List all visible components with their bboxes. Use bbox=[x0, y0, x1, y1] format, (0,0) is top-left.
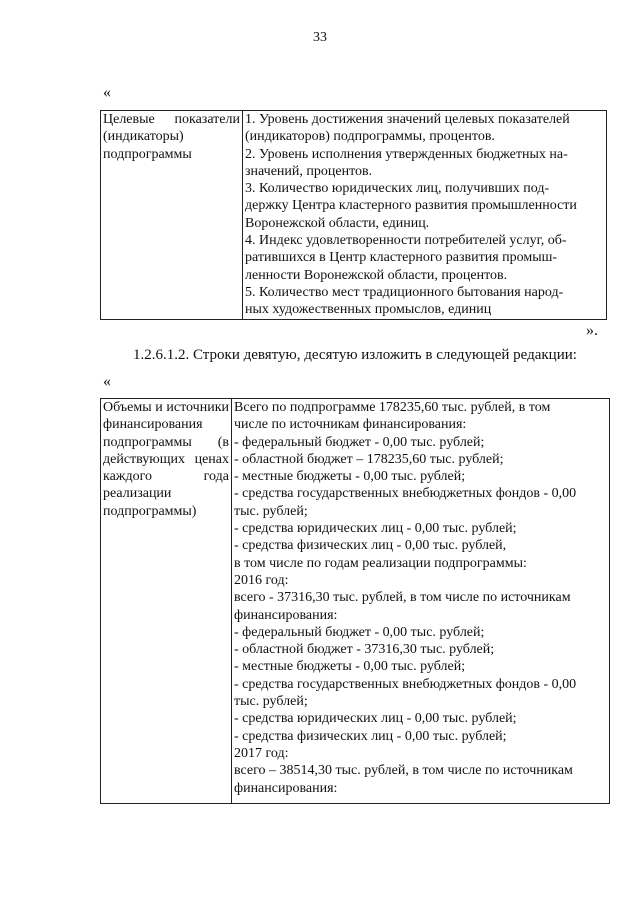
open-quote-1: « bbox=[103, 84, 111, 101]
text-line: 4. Индекс удовлетворенности потребителей услуг, об- bbox=[245, 233, 567, 249]
text-line: - местные бюджеты - 0,00 тыс. рублей; bbox=[234, 469, 466, 485]
text-line: всего - 37316,30 тыс. рублей, в том числе по источникам bbox=[234, 590, 571, 606]
text-line: (индикаторов) подпрограммы, процентов. bbox=[245, 129, 495, 145]
text-line: - средства физических лиц - 0,00 тыс. рублей; bbox=[234, 728, 507, 744]
table-row bbox=[101, 111, 607, 320]
text-line: числе по источникам финансирования: bbox=[234, 417, 467, 433]
text-line: 5. Количество мест традиционного бытования народ- bbox=[245, 284, 564, 300]
text-line: ратившихся в Центр кластерного развития промыш- bbox=[245, 250, 558, 266]
text-line: тыс. рублей; bbox=[234, 503, 308, 519]
page-number: 33 bbox=[313, 30, 327, 45]
text-line: - местные бюджеты - 0,00 тыс. рублей; bbox=[234, 659, 466, 675]
table-value-cell bbox=[232, 399, 610, 804]
text-line: значений, процентов. bbox=[245, 163, 373, 179]
text-line: - федеральный бюджет - 0,00 тыс. рублей; bbox=[234, 434, 485, 450]
text-line: тыс. рублей; bbox=[234, 694, 308, 710]
text-line: Воронежской области, единиц. bbox=[245, 215, 430, 231]
table-value-cell bbox=[243, 111, 607, 320]
text-line: финансирования: bbox=[234, 607, 338, 623]
text-line: всего – 38514,30 тыс. рублей, в том числе по источникам bbox=[234, 763, 573, 779]
text-line: - средства государственных внебюджетных фондов - 0,00 bbox=[234, 486, 577, 502]
text-line: - средства физических лиц - 0,00 тыс. рублей, bbox=[234, 538, 507, 554]
target-indicators-table bbox=[100, 110, 607, 320]
text-line: - средства юридических лиц - 0,00 тыс. рублей; bbox=[234, 711, 517, 727]
text-line: Всего по подпрограмме 178235,60 тыс. рублей, в том bbox=[234, 400, 551, 415]
close-quote-1: ». bbox=[586, 322, 598, 339]
text-line: 2016 год: bbox=[234, 572, 289, 588]
text-line: ленности Воронежской области, процентов. bbox=[245, 267, 508, 283]
table-label-cell: Объемы и источники финансирования подпрограммы (в действующих ценах каждого года реализации подпрограммы) bbox=[101, 399, 232, 804]
text-line: держку Центра кластерного развития промышленности bbox=[245, 198, 577, 214]
table-row bbox=[101, 399, 610, 804]
section-heading: 1.2.6.1.2. Строки девятую, десятую изложить в следующей редакции: bbox=[133, 347, 577, 363]
text-line: ных художественных промыслов, единиц bbox=[245, 302, 492, 318]
text-line: 2017 год: bbox=[234, 745, 289, 761]
financing-table bbox=[100, 398, 610, 804]
text-line: - областной бюджет – 178235,60 тыс. рублей; bbox=[234, 451, 504, 467]
table-label-cell: Целевые показатели (индикаторы) подпрограммы bbox=[101, 111, 243, 320]
text-line: - средства государственных внебюджетных фондов - 0,00 bbox=[234, 676, 577, 692]
text-line: 1. Уровень достижения значений целевых показателей bbox=[245, 112, 570, 127]
text-line: - областной бюджет - 37316,30 тыс. рублей; bbox=[234, 642, 495, 658]
text-line: в том числе по годам реализации подпрограммы: bbox=[234, 555, 527, 571]
text-line: - средства юридических лиц - 0,00 тыс. рублей; bbox=[234, 521, 517, 537]
text-line: 2. Уровень исполнения утвержденных бюджетных на- bbox=[245, 146, 568, 162]
text-line: финансирования: bbox=[234, 780, 338, 796]
open-quote-2: « bbox=[103, 373, 111, 390]
text-line: 3. Количество юридических лиц, получивших под- bbox=[245, 181, 550, 197]
text-line: - федеральный бюджет - 0,00 тыс. рублей; bbox=[234, 624, 485, 640]
